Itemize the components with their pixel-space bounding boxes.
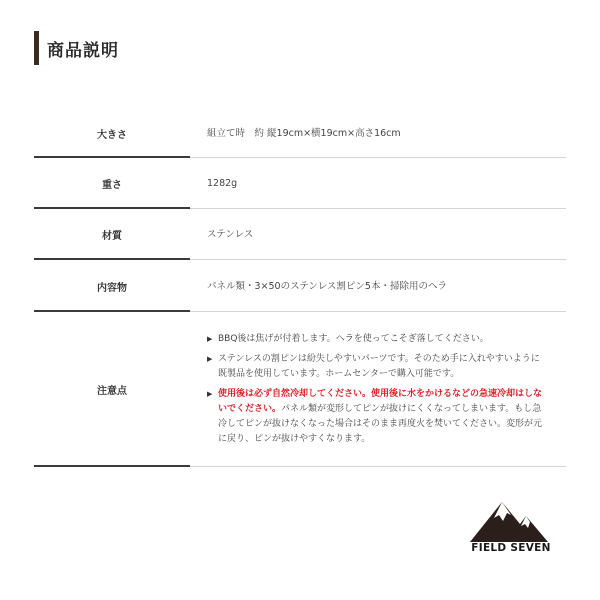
spec-row-contents bbox=[34, 260, 566, 312]
spec-row-size bbox=[34, 108, 566, 158]
brand-logo bbox=[466, 498, 556, 560]
mountain-logo-icon bbox=[466, 498, 556, 544]
note-item bbox=[207, 332, 547, 347]
notes-list bbox=[190, 332, 547, 447]
spec-label: 注意点 bbox=[97, 386, 127, 397]
note-text: BBQ後は焦げが付着します。ヘラを使ってこそぎ落してください。 bbox=[218, 334, 489, 344]
spec-value: ステンレス bbox=[207, 229, 254, 240]
heading-accent-bar bbox=[34, 31, 39, 65]
spec-label: 内容物 bbox=[97, 282, 127, 294]
spec-row-notes bbox=[34, 312, 566, 467]
note-item bbox=[207, 387, 547, 447]
note-text: ステンレスの割ピンは紛失しやすいパーツです。そのため手に入れやすいように既製品を使用しています。ホームセンターで購入可能です。 bbox=[218, 354, 540, 379]
logo-text: FIELD SEVEN bbox=[471, 542, 551, 554]
page-title: 商品説明 bbox=[47, 40, 119, 61]
spec-value: 1282g bbox=[207, 178, 238, 189]
note-text-continued: パネル類が変形してピンが抜けにくくなってしまいます。もし急冷してピンが抜けなくなった場合はそのまま再度火を焚いてください。変形が元に戻り、ピンが抜けやすくなります。 bbox=[218, 404, 543, 444]
spec-label: 材質 bbox=[102, 231, 122, 242]
warning-text: 使用後は必ず自然冷却してください。使用後に水をかけるなどの急速冷却はしないでください。 bbox=[218, 389, 543, 414]
triangle-right-icon: ▶ bbox=[207, 390, 213, 398]
spec-value: パネル類・3×50のステンレス割ピン5本・掃除用のヘラ bbox=[207, 280, 447, 292]
spec-value: 組立て時 約 縦19cm×横19cm×高さ16cm bbox=[207, 127, 401, 139]
note-text bbox=[218, 387, 547, 447]
spec-row-material bbox=[34, 209, 566, 260]
triangle-right-icon: ▶ bbox=[207, 355, 213, 363]
spec-label: 重さ bbox=[102, 180, 122, 191]
spec-label: 大きさ bbox=[97, 129, 127, 141]
spec-row-weight bbox=[34, 158, 566, 209]
section-heading bbox=[34, 31, 119, 65]
triangle-right-icon: ▶ bbox=[207, 335, 213, 343]
note-item bbox=[207, 352, 547, 382]
spec-table bbox=[34, 108, 566, 467]
